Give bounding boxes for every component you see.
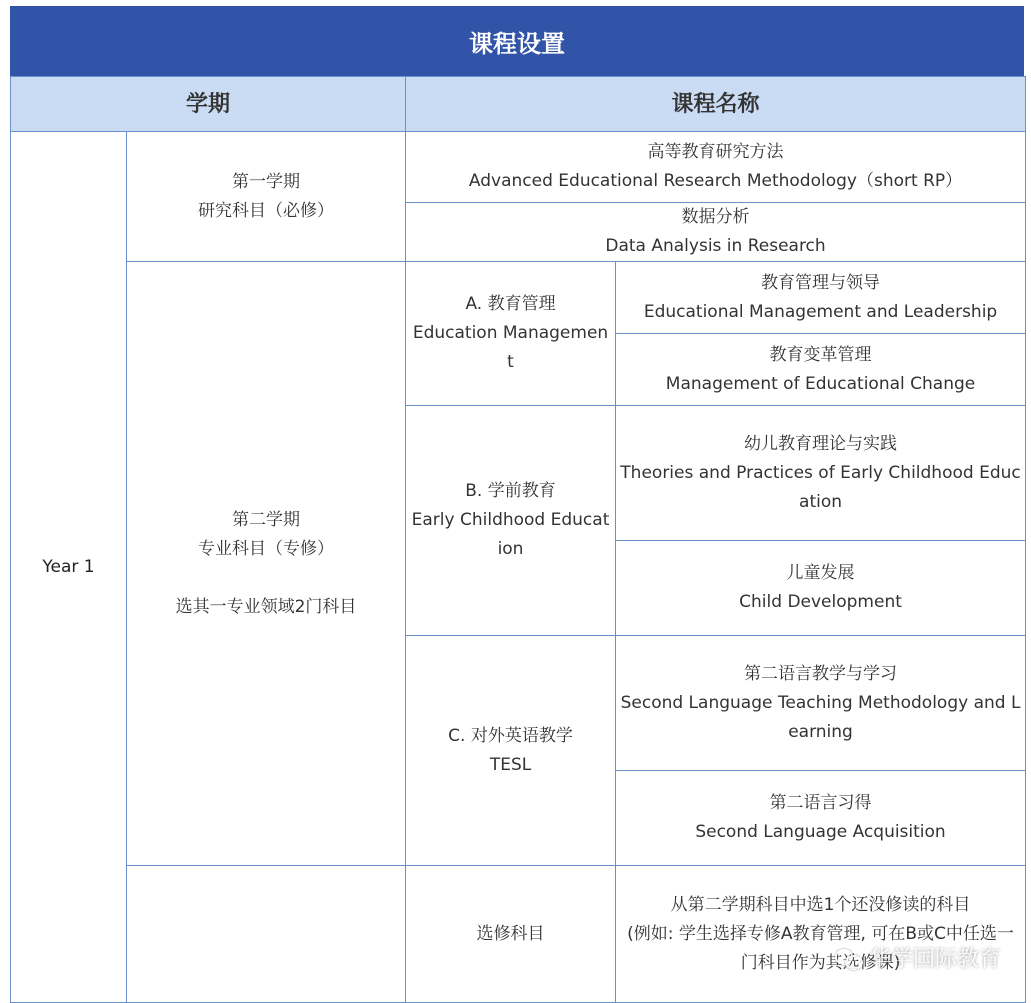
course-zh: 教育变革管理 [769, 344, 872, 365]
course-en: Advanced Educational Research Methodology（short RP） [468, 171, 963, 191]
wechat-icon [835, 947, 863, 969]
course-cell [406, 132, 1026, 203]
course-cell [616, 334, 1026, 406]
course-cell [616, 406, 1026, 541]
course-zh: 教育管理与领导 [761, 272, 881, 293]
course-en: Second Language Teaching Methodology and Learning [620, 692, 1021, 742]
page-title: 课程设置 [10, 6, 1024, 76]
semester2-cell [127, 262, 406, 866]
track-zh: B. 学前教育 [465, 481, 556, 501]
semester1-subtitle: 研究科目（必修） [198, 200, 334, 221]
course-table [10, 76, 1026, 1003]
semester1-cell [127, 132, 406, 262]
header-semester: 学期 [11, 77, 406, 132]
course-en: Data Analysis in Research [605, 236, 826, 256]
course-en: Second Language Acquisition [695, 822, 946, 842]
header-row [11, 77, 1026, 132]
course-en: Child Development [739, 592, 902, 612]
course-cell [616, 541, 1026, 636]
track-en: Education Management [412, 323, 609, 372]
course-zh: 第二语言教学与学习 [744, 663, 898, 684]
track-a-cell [406, 262, 616, 406]
elective-semester-cell [127, 866, 406, 1003]
table-row [11, 866, 1026, 1003]
course-zh: 高等教育研究方法 [647, 142, 784, 162]
course-en: Management of Educational Change [665, 373, 976, 394]
track-zh: A. 教育管理 [465, 294, 556, 314]
course-zh: 数据分析 [681, 207, 750, 227]
track-en: TESL [489, 754, 532, 775]
elective-line1: 从第二学期科目中选1个还没修读的科目 [670, 894, 971, 915]
semester2-note: 选其一专业领域2门科目 [175, 596, 357, 617]
elective-description [616, 866, 1026, 1003]
course-zh: 第二语言习得 [769, 793, 872, 813]
course-en: Theories and Practices of Early Childhood Education [620, 462, 1021, 512]
watermark [835, 942, 1001, 973]
course-zh: 幼儿教育理论与实践 [744, 433, 898, 454]
spacer [131, 564, 401, 593]
course-cell [616, 771, 1026, 866]
course-zh: 儿童发展 [786, 563, 855, 583]
course-cell [616, 262, 1026, 334]
track-zh: C. 对外英语教学 [448, 725, 573, 746]
track-c-cell [406, 636, 616, 866]
course-cell [616, 636, 1026, 771]
track-en: Early Childhood Education [411, 510, 610, 559]
course-en: Educational Management and Leadership [643, 301, 998, 322]
semester1-title: 第一学期 [232, 171, 300, 192]
year-label: Year 1 [11, 132, 127, 1003]
header-course-name: 课程名称 [406, 77, 1026, 132]
track-b-cell [406, 406, 616, 636]
table-row [11, 132, 1026, 203]
table-row [11, 262, 1026, 334]
watermark-text: 华学国际教育 [868, 947, 1001, 972]
semester2-subtitle: 专业科目（专修） [198, 538, 334, 559]
semester2-title: 第二学期 [232, 509, 300, 530]
course-cell [406, 203, 1026, 262]
elective-label: 选修科目 [406, 866, 616, 1003]
elective-line2: (例如: 学生选择专修A教育管理, 可在B或C中任选一门科目作为其选修课) [627, 923, 1014, 973]
